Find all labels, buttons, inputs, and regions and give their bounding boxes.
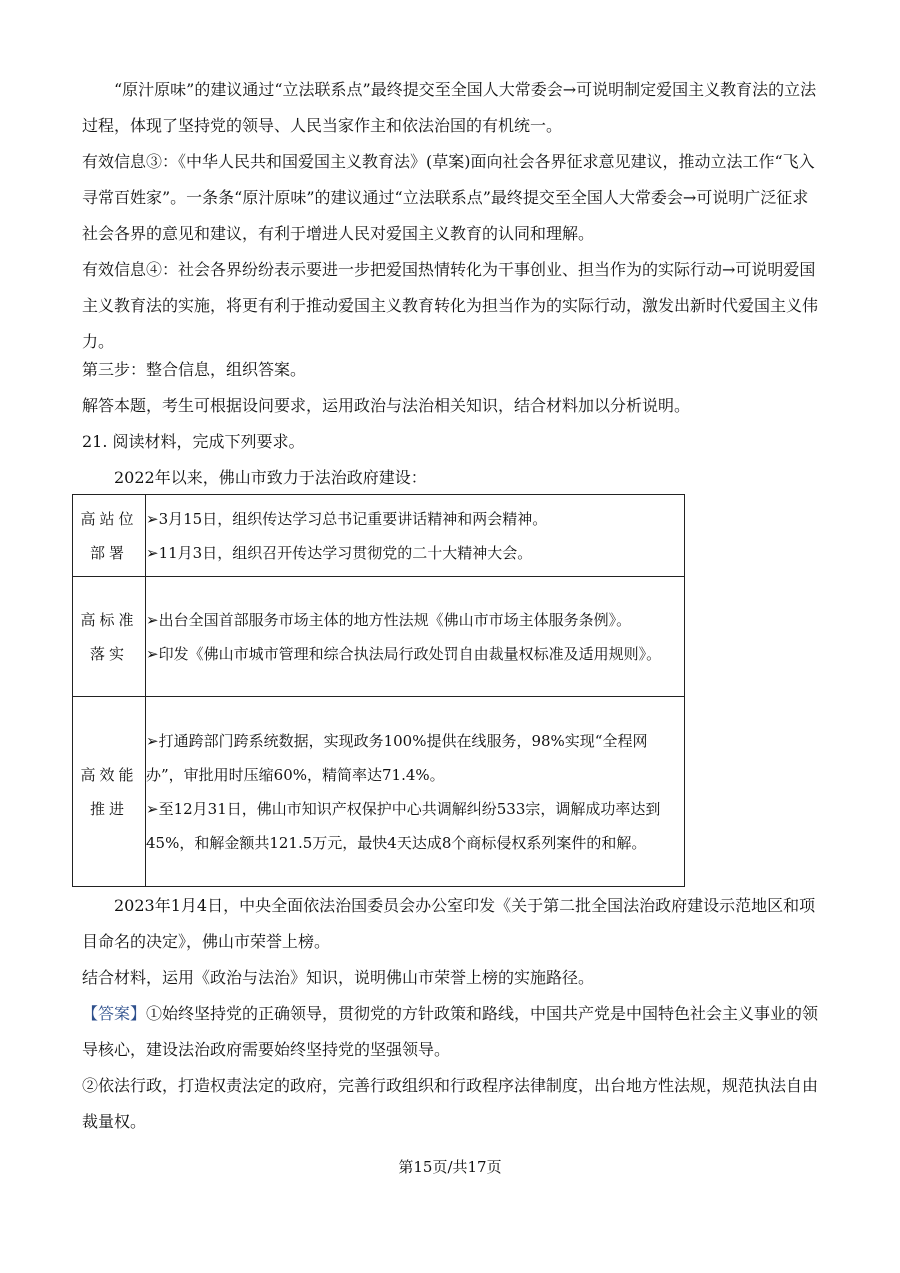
answer-second: ②依法行政，打造权责法定的政府，完善行政组织和行政程序法律制度，出台地方性法规，规范执法自由裁量权。 [82, 1076, 819, 1131]
list-item: ➢打通跨部门跨系统数据，实现政务100%提供在线服务，98%实现“全程网办”，审批用时压缩60%，精简率达71.4%。 [146, 731, 648, 784]
material-table [72, 494, 685, 887]
list-item: ➢至12月31日，佛山市知识产权保护中心共调解纠纷533宗，调解成功率达到45%，和解金额共121.5万元，最快4天达成8个商标侵权系列案件的和解。 [146, 799, 661, 852]
table-intro: 2022年以来，佛山市致力于法治政府建设： [114, 468, 427, 487]
list-item: ➢3月15日，组织传达学习总书记重要讲话精神和两会精神。 [146, 509, 548, 528]
answer-first [82, 996, 822, 1068]
table-row [73, 577, 685, 697]
paragraph-step-three: 第三步：整合信息，组织答案。 [82, 360, 307, 379]
question-prompt: 结合材料，运用《政治与法治》知识，说明佛山市荣誉上榜的实施路径。 [82, 968, 595, 987]
paragraph-answer-guidance: 解答本题，考生可根据设问要求，运用政治与法治相关知识，结合材料加以分析说明。 [82, 396, 691, 415]
answer-tag: 【答案】 [82, 1004, 147, 1023]
answer-first-text: ①始终坚持党的正确领导，贯彻党的方针政策和路线，中国共产党是中国特色社会主义事业的领导核心，建设法治政府需要始终坚持党的坚强领导。 [82, 1004, 819, 1059]
row-body [146, 697, 685, 887]
paragraph-after-table: 2023年1月4日，中央全面依法治国委员会办公室印发《关于第二批全国法治政府建设示范地区和项目命名的决定》，佛山市荣誉上榜。 [82, 896, 816, 951]
row-body [146, 495, 685, 577]
paragraph-legislative-process: “原汁原味”的建议通过“立法联系点”最终提交至全国人大常委会→可说明制定爱国主义教育法的立法过程，体现了坚持党的领导、人民当家作主和依法治国的有机统一。 [82, 80, 817, 135]
list-item: ➢印发《佛山市城市管理和综合执法局行政处罚自由裁量权标准及适用规则》。 [146, 644, 662, 663]
row-head-promotion: 高效能推进 [73, 697, 146, 887]
paragraph-effective-info-3: 有效信息③：《中华人民共和国爱国主义教育法》(草案)面向社会各界征求意见建议，推动立法工作“飞入寻常百姓家”。一条条“原汁原味”的建议通过“立法联系点”最终提交至全国人大常委会→可说明广泛征求社会各界的意见和建议，有利于增进人民对爱国主义教育的认同和理解。 [82, 152, 815, 243]
list-item: ➢11月3日，组织召开传达学习贯彻党的二十大精神大会。 [146, 543, 533, 562]
row-head-deployment: 高站位部署 [73, 495, 146, 577]
paragraph-effective-info-4: 有效信息④：社会各界纷纷表示要进一步把爱国热情转化为干事创业、担当作为的实际行动→可说明爱国主义教育法的实施，将更有利于推动爱国主义教育转化为担当作为的实际行动，激发出新时代爱国主义伟力。 [82, 260, 819, 351]
table-row [73, 697, 685, 887]
row-body [146, 577, 685, 697]
row-head-implementation: 高标准落实 [73, 577, 146, 697]
list-item: ➢出台全国首部服务市场主体的地方性法规《佛山市市场主体服务条例》。 [146, 610, 632, 629]
page-footer: 第15页/共17页 [398, 1158, 502, 1176]
question-21-heading: 21. 阅读材料，完成下列要求。 [82, 432, 305, 451]
table-row [73, 495, 685, 577]
